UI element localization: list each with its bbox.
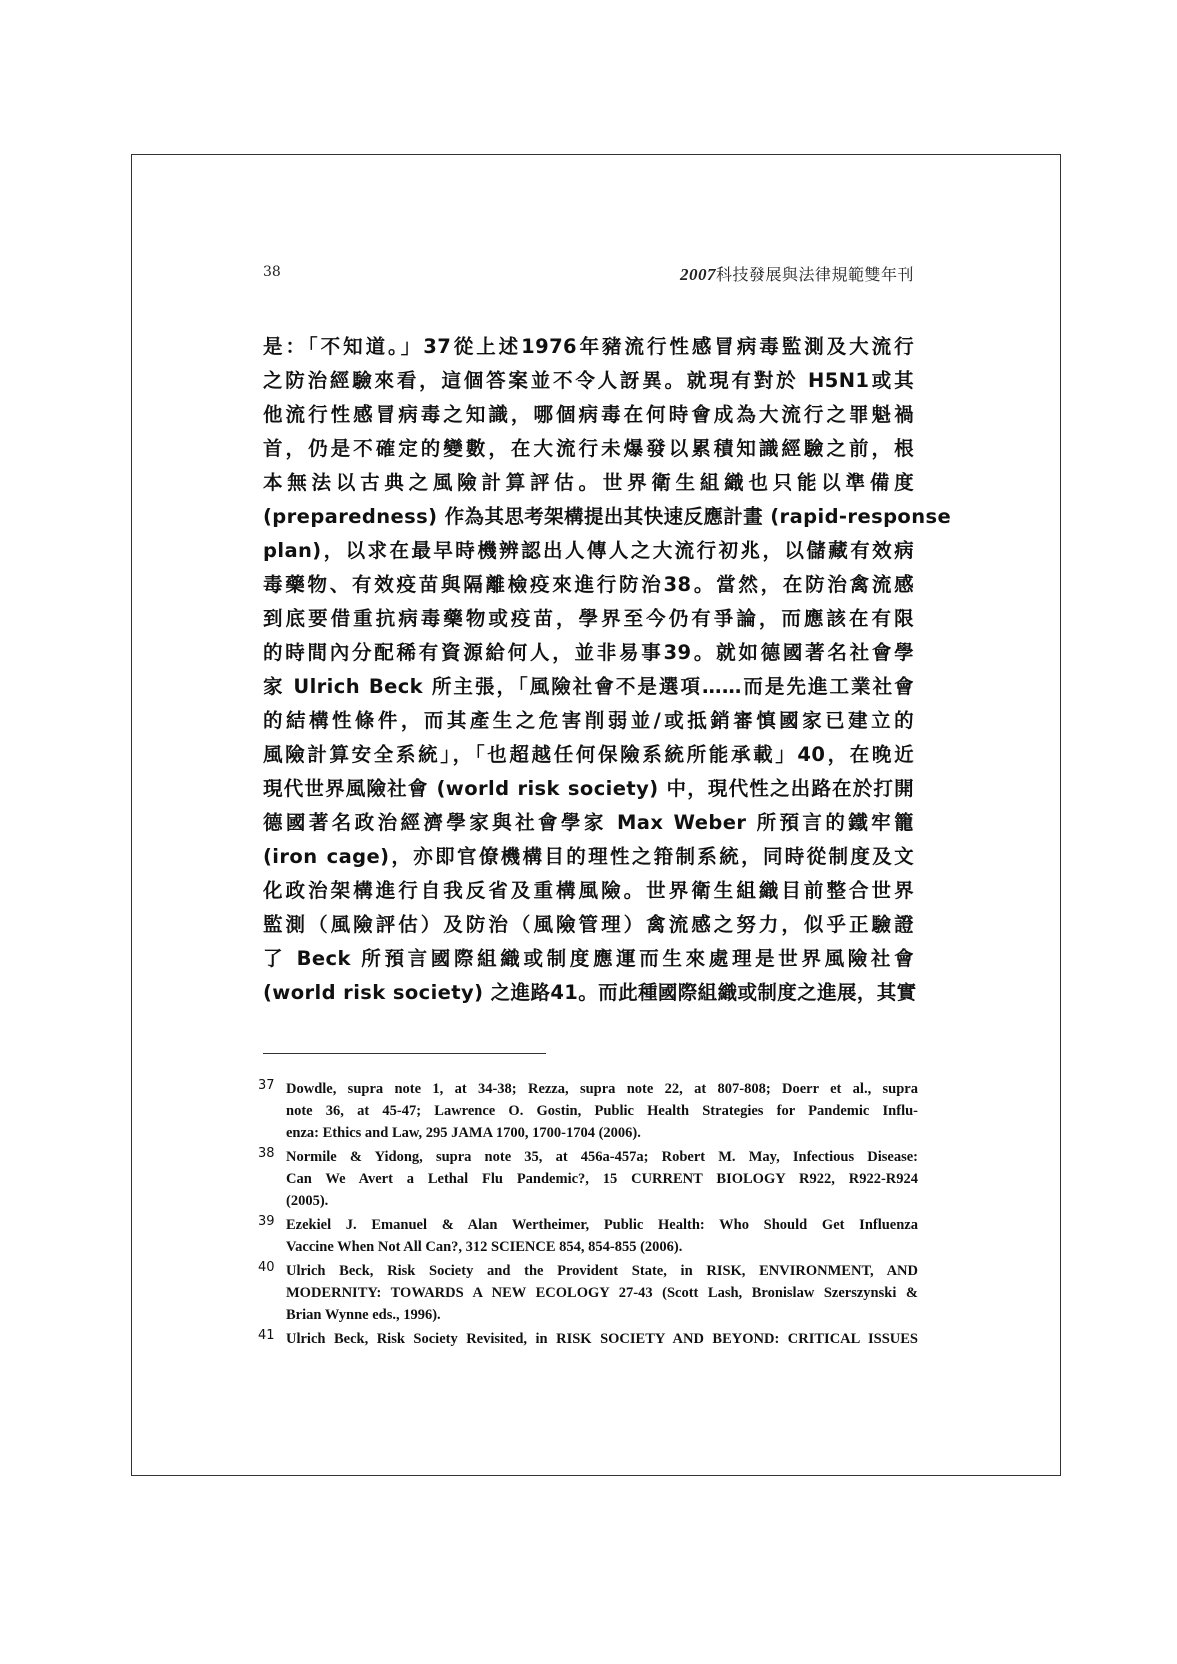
footnote-line: MODERNITY: TOWARDS A NEW ECOLOGY 27-43 (Scott Lash, Bronislaw Szerszynski & — [286, 1285, 918, 1301]
body-text — [263, 330, 952, 1010]
running-header — [263, 262, 914, 284]
body-line: 本無法以古典之風險計算評估。世界衛生組織也只能以準備度 — [263, 471, 914, 494]
footnote-line: enza: Ethics and Law, 295 JAMA 1700, 1700-1704 (2006). — [286, 1125, 641, 1141]
footnote-line: Dowdle, supra note 1, at 34-38; Rezza, supra note 22, at 807-808; Doerr et al., supra — [286, 1081, 918, 1097]
body-line: 到底要借重抗病毒藥物或疫苗，學界至今仍有爭論，而應該在有限 — [263, 607, 914, 630]
body-line: 家 Ulrich Beck 所主張，「風險社會不是選項……而是先進工業社會 — [263, 675, 914, 698]
body-line: 現代世界風險社會 (world risk society) 中，現代性之出路在於打開 — [263, 777, 914, 800]
footnote-line: Can We Avert a Lethal Flu Pandemic?, 15 CURRENT BIOLOGY R922, R922-R924 — [286, 1171, 918, 1187]
footnote-separator — [263, 1053, 546, 1054]
body-line: (preparedness) 作為其思考架構提出其快速反應計畫 (rapid-response — [263, 505, 952, 528]
body-line: 監測（風險評估）及防治（風險管理）禽流感之努力，似乎正驗證 — [263, 913, 914, 936]
footnote-line: Brian Wynne eds., 1996). — [286, 1307, 441, 1323]
footnote-line: note 36, at 45-47; Lawrence O. Gostin, Public Health Strategies for Pandemic Influ- — [286, 1103, 918, 1119]
body-line: 他流行性感冒病毒之知識，哪個病毒在何時會成為大流行之罪魁禍 — [263, 403, 914, 426]
footnote-number: 39 — [258, 1214, 275, 1229]
footnote — [258, 1078, 918, 1144]
body-line: 化政治架構進行自我反省及重構風險。世界衛生組織目前整合世界 — [263, 879, 914, 902]
body-line: (world risk society) 之進路41。而此種國際組織或制度之進展，其實 — [263, 981, 917, 1004]
journal-name: 科技發展與法律規範雙年刊 — [715, 265, 914, 284]
journal-year: 2007 — [679, 265, 716, 284]
footnote-number: 40 — [258, 1260, 275, 1275]
body-line: 的結構性條件，而其產生之危害削弱並/或抵銷審慎國家已建立的 — [263, 709, 914, 732]
body-line: 了 Beck 所預言國際組織或制度應運而生來處理是世界風險社會 — [263, 947, 914, 970]
footnote-line: Normile & Yidong, supra note 35, at 456a-457a; Robert M. May, Infectious Disease: — [286, 1149, 918, 1165]
body-line: 是：「不知道。」37從上述1976年豬流行性感冒病毒監測及大流行 — [263, 335, 914, 358]
page-number: 38 — [263, 264, 281, 280]
footnote — [258, 1146, 918, 1212]
body-line: 毒藥物、有效疫苗與隔離檢疫來進行防治38。當然，在防治禽流感 — [263, 573, 914, 596]
footnote-line: (2005). — [286, 1193, 329, 1209]
footnote-number: 41 — [258, 1328, 275, 1343]
journal-title — [680, 262, 914, 285]
footnote-number: 38 — [258, 1146, 275, 1161]
footnote-number: 37 — [258, 1078, 275, 1093]
body-line: 德國著名政治經濟學家與社會學家 Max Weber 所預言的鐵牢籠 — [263, 811, 914, 834]
footnote — [258, 1328, 918, 1350]
footnote — [258, 1260, 918, 1326]
footnote-line: Ulrich Beck, Risk Society and the Provident State, in RISK, ENVIRONMENT, AND — [286, 1263, 918, 1279]
footnote-line: Vaccine When Not All Can?, 312 SCIENCE 854, 854-855 (2006). — [286, 1239, 683, 1255]
footnote-line: Ulrich Beck, Risk Society Revisited, in RISK SOCIETY AND BEYOND: CRITICAL ISSUES — [286, 1331, 918, 1347]
footnote — [258, 1214, 918, 1258]
body-line: 風險計算安全系統」，「也超越任何保險系統所能承載」40，在晚近 — [263, 743, 914, 766]
body-line: 的時間內分配稀有資源給何人，並非易事39。就如德國著名社會學 — [263, 641, 914, 664]
footnotes — [258, 1078, 918, 1352]
footnote-line: Ezekiel J. Emanuel & Alan Wertheimer, Public Health: Who Should Get Influenza — [286, 1217, 918, 1233]
body-line: 首，仍是不確定的變數，在大流行未爆發以累積知識經驗之前，根 — [263, 437, 914, 460]
body-line: 之防治經驗來看，這個答案並不令人訝異。就現有對於 H5N1或其 — [263, 369, 914, 392]
body-line: plan)，以求在最早時機辨認出人傳人之大流行初兆，以儲藏有效病 — [263, 539, 914, 562]
body-line: (iron cage)，亦即官僚機構目的理性之箝制系統，同時從制度及文 — [263, 845, 914, 868]
